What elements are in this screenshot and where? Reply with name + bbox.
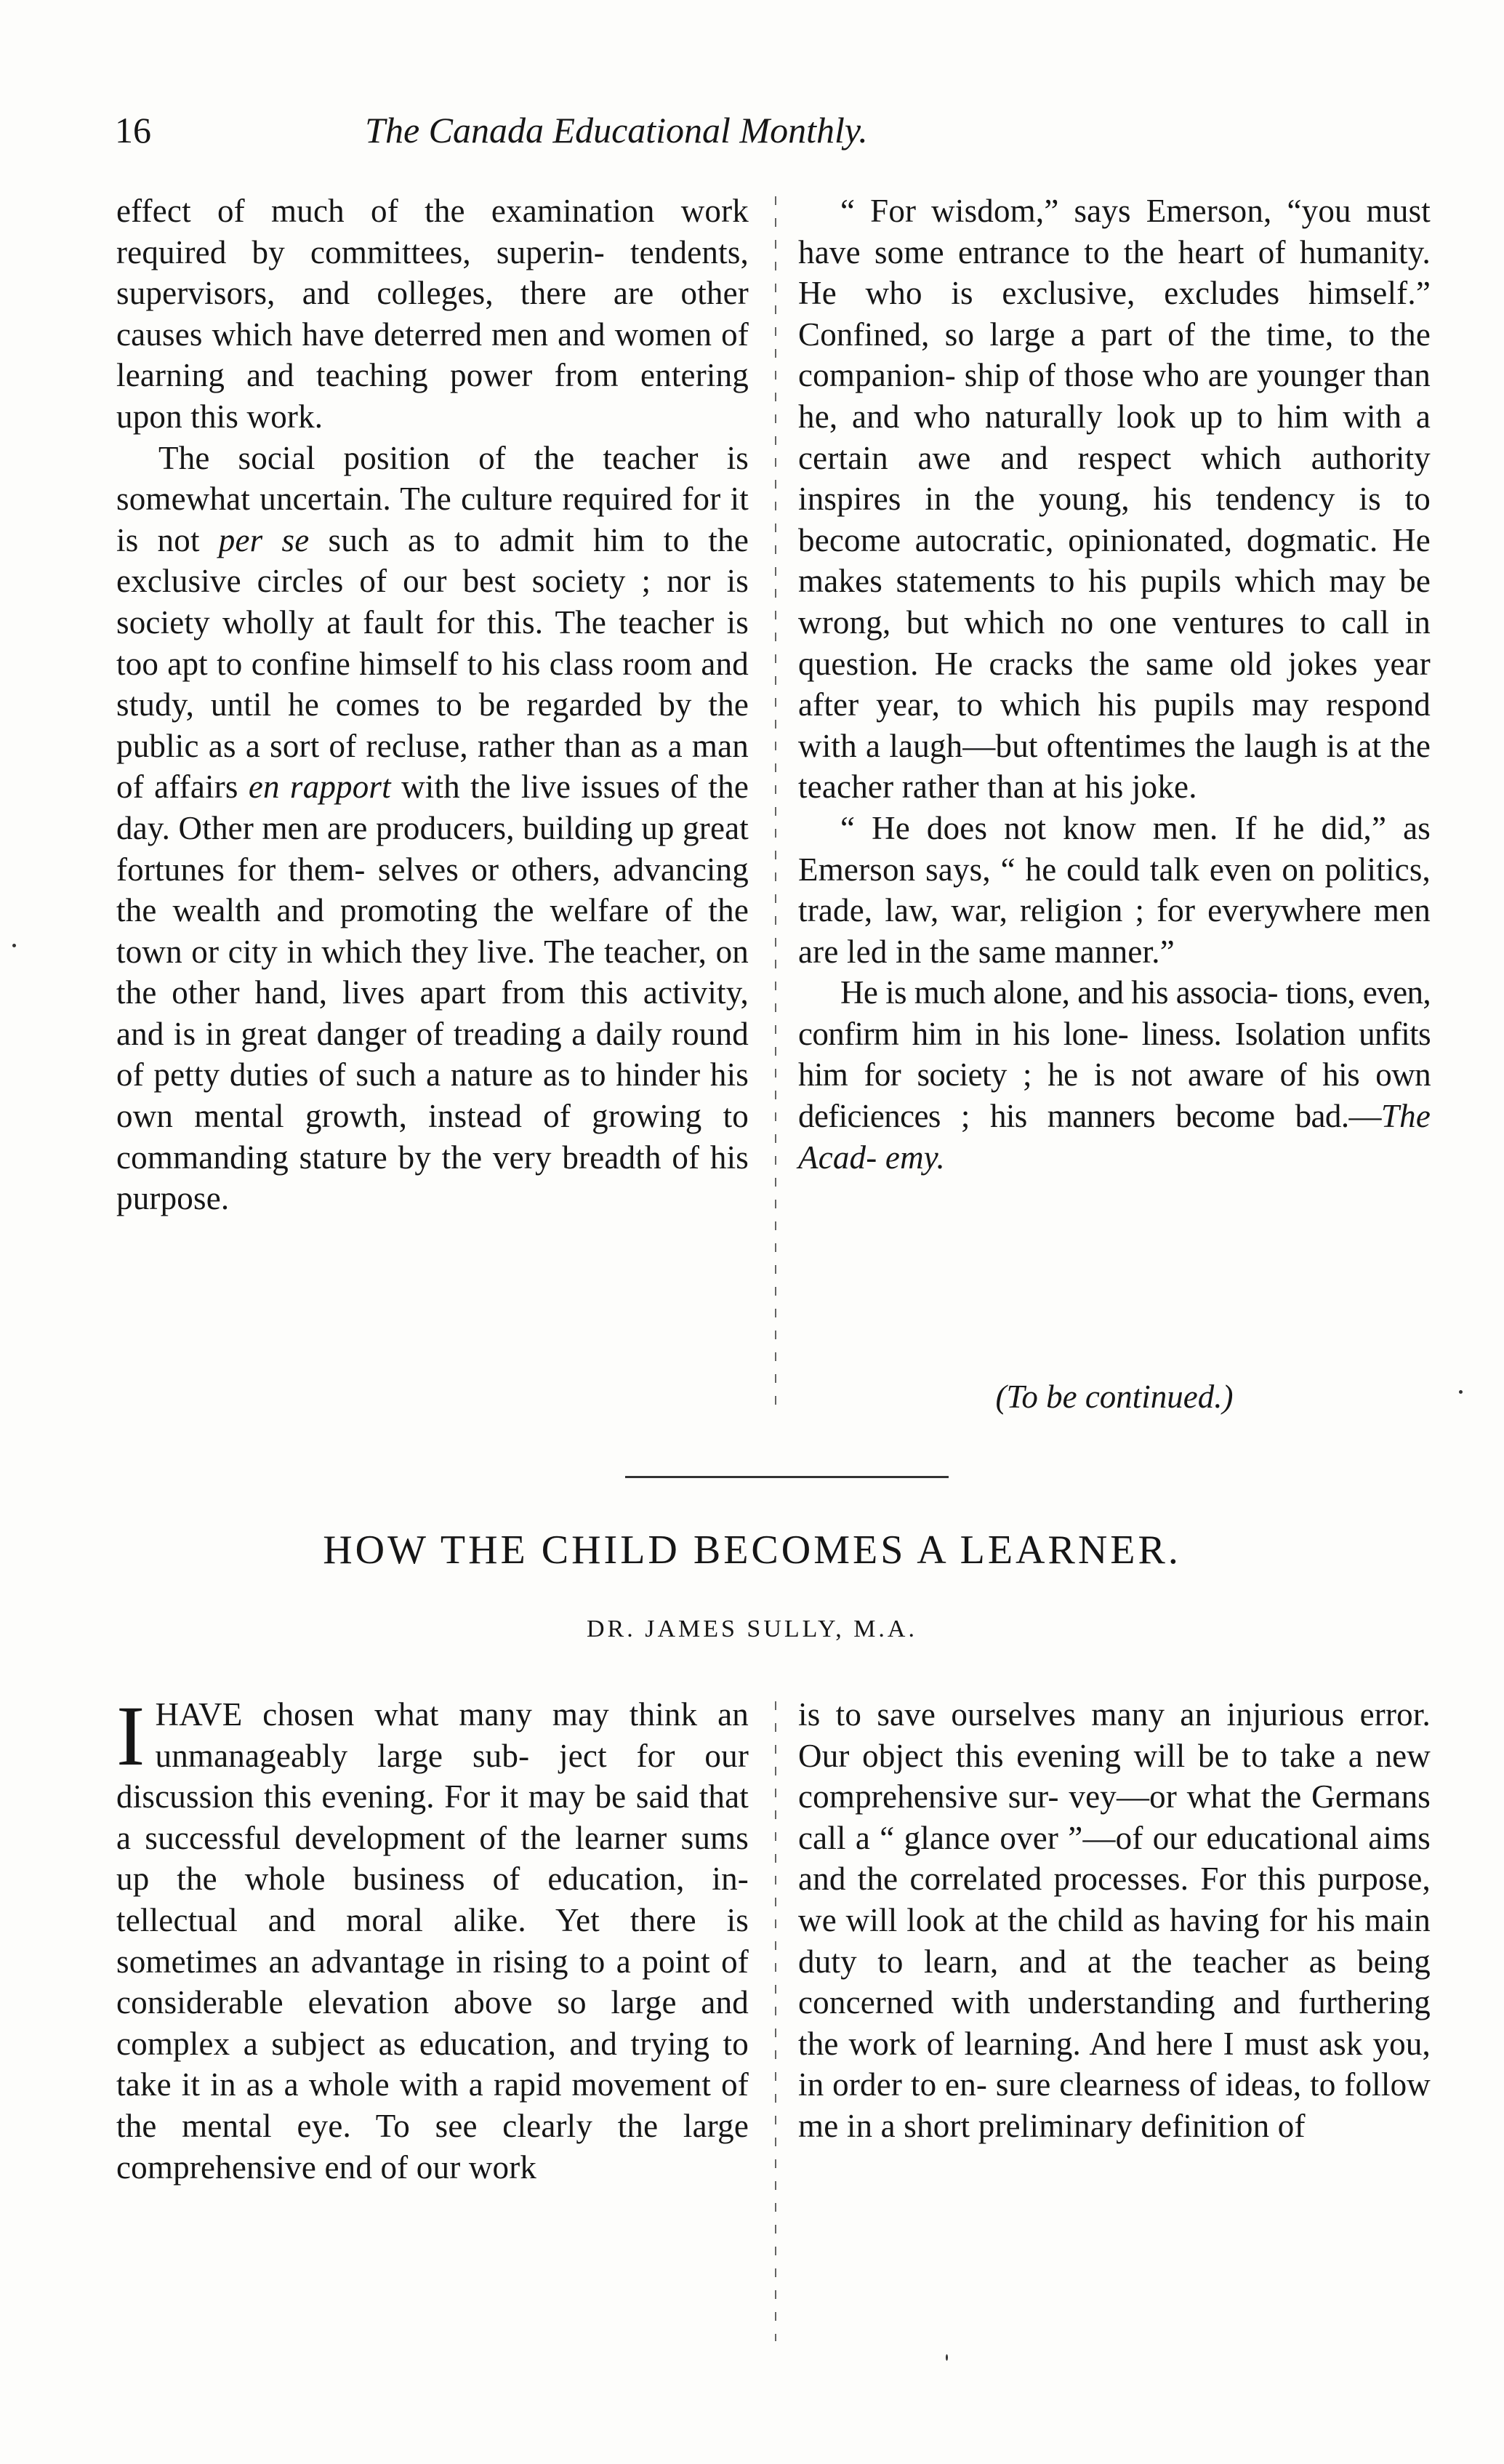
lead-word: HAVE [155, 1696, 243, 1733]
article-one-right-column [798, 190, 1431, 1178]
paragraph [798, 808, 1431, 972]
continuation-note: (To be continued.) [995, 1379, 1234, 1415]
article-one-left-column [116, 190, 749, 1219]
drop-cap: I [116, 1688, 145, 1783]
emphasis-en-rapport: en rapport [248, 769, 391, 806]
paragraph [116, 1688, 749, 2188]
paragraph [116, 190, 749, 438]
emphasis-per-se: per se [218, 521, 310, 558]
column-rule [775, 196, 776, 1418]
text-run: with the live issues of the day. Other men are producers, building up great fortunes for them- selves or others, advancing the wealth and promoting the welfare of the town or city in which they live. The teacher, on the other hand, lives apart from this activity, and is in great danger of treading a daily round of petty duties of such a nature as to hinder his own mental growth, instead of growing to commanding stature by the very breadth of his purpose. [116, 769, 749, 1217]
text-run: “ For wisdom,” says Emerson, “you must have some entrance to the heart of humanity. He who is exclusive, excludes himself.” Confined, so large a part of the time, to the companion- ship of those who are younger than he, and who naturally look up to him with a certain awe and respect which authority inspires in the young, his tendency is to become autocratic, opinionated, dogmatic. He makes statements to his pupils which may be wrong, but which no one ventures to call in question. He cracks the same old jokes year after year, to which his pupils may respond with a laugh—but oftentimes the laugh is at the teacher rather than at his joke. [798, 193, 1431, 806]
article-author: DR. JAMES SULLY, M.A. [587, 1616, 917, 1642]
paragraph [798, 190, 1431, 808]
paragraph [116, 438, 749, 1219]
journal-title: The Canada Educational Monthly. [365, 110, 868, 151]
text-run: “ He does not know men. If he did,” as Emerson says, “ he could talk even on politics, trade, law, war, religion ; for everywhere men are led in the same manner.” [798, 809, 1431, 970]
text-run: effect of much of the examination work required by committees, superin- tendents, supervisors, and colleges, there are other causes which have deterred men and women of learning and teaching power from entering upon this work. [116, 193, 749, 435]
text-run: He is much alone, and his associa- tions, even, confirm him in his lone- liness. Isolation unfits him for society ; he is not aware of his own deficiences ; his manners become bad.— [798, 974, 1431, 1135]
page-number: 16 [115, 110, 151, 151]
article-two-right-column [798, 1694, 1431, 2147]
article-title: HOW THE CHILD BECOMES A LEARNER. [323, 1528, 1181, 1573]
running-head [115, 109, 1118, 160]
text-run: chosen what many may think an unmanageably large sub- ject for our discussion this evening. For it may be said that a successful development of the learner sums up the whole business of education, in- tellectual and moral alike. Yet there is sometimes an advantage in rising to a point of considerable elevation above so large and complex a subject as education, and trying to take it in as a whole with a rapid movement of the mental eye. To see clearly the large comprehensive end of our work [116, 1696, 749, 2186]
paragraph [798, 972, 1431, 1178]
paragraph [798, 1694, 1431, 2147]
scan-speck [1459, 1390, 1463, 1394]
text-run: is to save ourselves many an injurious error. Our object this evening will be to take a new comprehensive sur- vey—or what the Germans call a “ glance over ”—of our educational aims and the correlated processes. For this purpose, we will look at the child as having for his main duty to learn, and at the teacher as being concerned with understanding and furthering the work of learning. And here I must ask you, in order to en- sure clearness of ideas, to follow me in a short preliminary definition of [798, 1696, 1431, 2144]
column-rule [775, 1701, 776, 2341]
text-run: The social position of the teacher is somewhat uncertain. The culture required for it is not [116, 439, 749, 558]
scan-speck [946, 2354, 948, 2361]
scan-speck [12, 944, 16, 947]
section-divider [625, 1476, 949, 1478]
text-run: such as to admit him to the exclusive circles of our best society ; nor is society wholly at fault for this. The teacher is too apt to confine himself to his class room and study, until he comes to be regarded by the public as a sort of recluse, rather than as a man of affairs [116, 521, 749, 806]
source-citation: The Acad- emy. [798, 1098, 1431, 1176]
article-two-left-column [116, 1688, 749, 2188]
